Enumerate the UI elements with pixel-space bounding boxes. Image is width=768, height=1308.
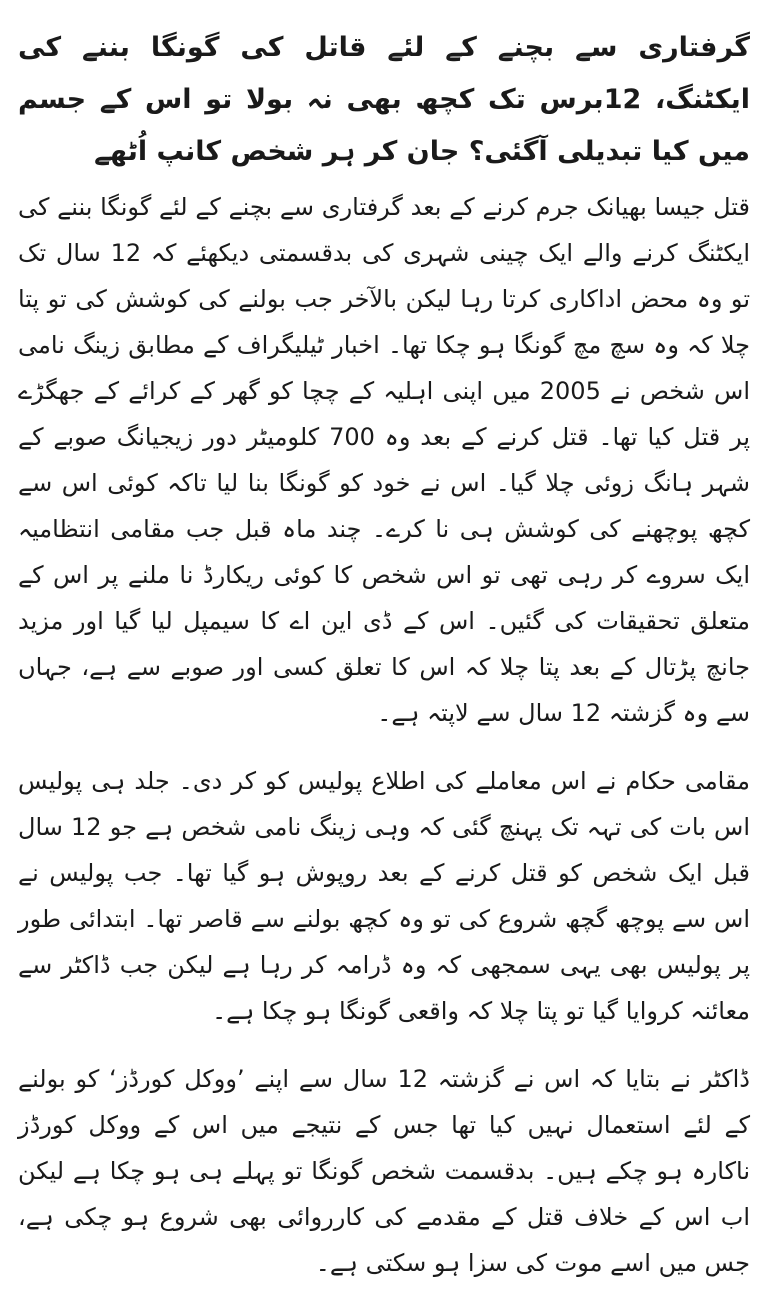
article-paragraph: قتل جیسا بھیانک جرم کرنے کے بعد گرفتاری سے بچنے کے لئے گونگا بننے کی ایکٹنگ کرنے والے ایک چینی شہری کی بدقسمتی دیکھئے کہ 12 سال تک تو وہ محض اداکاری کرتا رہا لیکن بالآخر جب بولنے کی کوشش کی تو پتا چلا کہ وہ سچ مچ گونگا ہو چکا تھا۔ اخبار ٹیلیگراف کے مطابق زینگ نامی اس شخص نے 2005 میں اپنی اہلیہ کے چچا کو گھر کے کرائے کے جھگڑے پر قتل کیا تھا۔ قتل کرنے کے بعد وہ 700 کلومیٹر دور زیجیانگ صوبے کے شہر ہانگ زوئی چلا گیا۔ اس نے خود کو گونگا بنا لیا تاکہ کوئی اس سے کچھ پوچھنے کی کوشش ہی نا کرے۔ چند ماہ قبل جب مقامی انتظامیہ ایک سروے کر رہی تھی تو اس شخص کا کوئی ریکارڈ نا ملنے پر اس کے متعلق تحقیقات کی گئیں۔ اس کے ڈی این اے کا سیمپل لیا گیا اور مزید جانچ پڑتال کے بعد پتا چلا کہ اس کا تعلق کسی اور صوبے سے ہے، جہاں سے وہ گزشتہ 12 سال سے لاپتہ ہے۔ bbox=[18, 193, 751, 727]
article bbox=[18, 22, 750, 1308]
article-paragraph: مقامی حکام نے اس معاملے کی اطلاع پولیس کو کر دی۔ جلد ہی پولیس اس بات کی تہہ تک پہنچ گئی کہ وہی زینگ نامی شخص ہے جو 12 سال قبل ایک شخص کو قتل کرنے کے بعد روپوش ہو گیا تھا۔ جب پولیس نے اس سے پوچھ گچھ شروع کی تو وہ کچھ بولنے سے قاصر تھا۔ ابتدائی طور پر پولیس بھی یہی سمجھی کہ وہ ڈرامہ کر رہا ہے لیکن جب ڈاکٹر سے معائنہ کروایا گیا تو پتا چلا کہ واقعی گونگا ہو چکا ہے۔ bbox=[18, 767, 751, 1025]
article-paragraph: ڈاکٹر نے بتایا کہ اس نے گزشتہ 12 سال سے اپنے ’ووکل کورڈز‘ کو بولنے کے لئے استعمال نہیں کیا تھا جس کے نتیجے میں اس کے ووکل کورڈز ناکارہ ہو چکے ہیں۔ بدقسمت شخص گونگا تو پہلے ہی ہو چکا ہے لیکن اب اس کے خلاف قتل کے مقدمے کی کارروائی بھی شروع ہو چکی ہے، جس میں اسے موت کی سزا ہو سکتی ہے۔ bbox=[18, 1065, 750, 1277]
article-headline: گرفتاری سے بچنے کے لئے قاتل کی گونگا بننے کی ایکٹنگ، 12برس تک کچھ بھی نہ بولا تو اس کے جسم میں کیا تبدیلی آگئی؟ جان کر ہر شخص کانپ اُٹھے bbox=[18, 32, 750, 167]
